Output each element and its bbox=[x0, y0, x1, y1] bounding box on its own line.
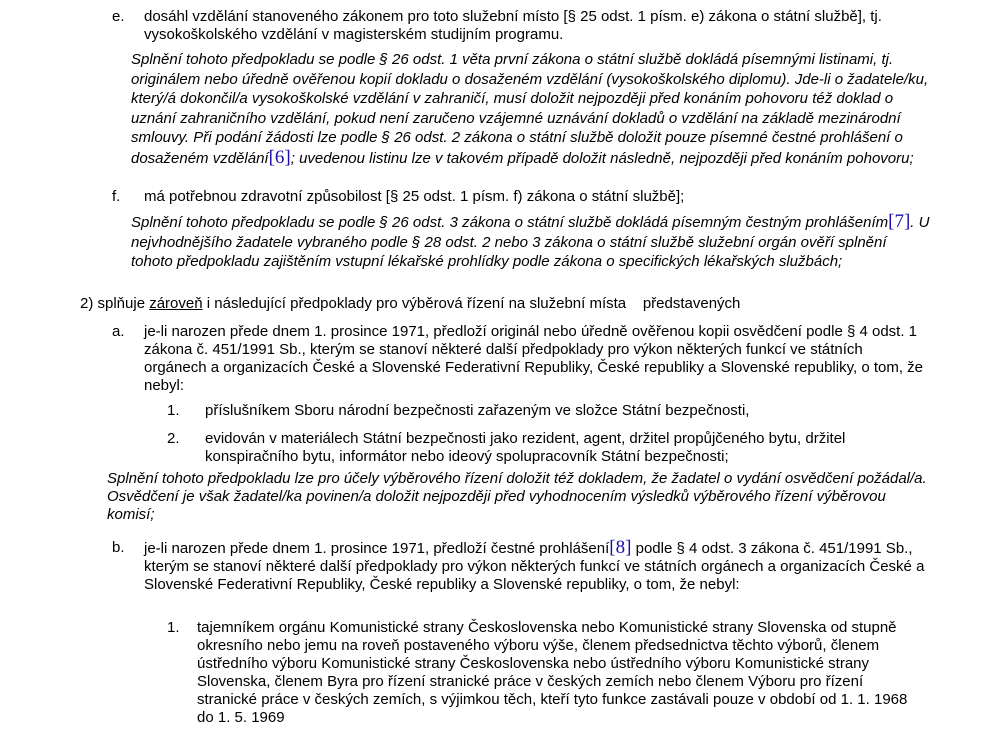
item-e-note-text-after: ; uvedenou listinu lze v takovém případě doložit následně, nejpozději před konáním pohovoru; bbox=[290, 149, 914, 167]
item-b-text-before: je-li narozen přede dnem 1. prosince 1971, předloží čestné prohlášení bbox=[144, 540, 610, 557]
item-f-note-text-after: . U nejvhodnějšího žadatele vybraného podle § 28 odst. 2 nebo 3 zákona o státní službě služební orgán ověří splnění tohoto předpokladu zajištěním vstupní lékařské prohlídky podle zákona o specifických lékařských službách; bbox=[131, 214, 930, 271]
item-e-text: dosáhl vzdělání stanoveného zákonem pro toto služební místo [§ 25 odst. 1 písm. e) zákona o státní službě], tj. vysokoškolského vzdělání v magisterském studijním programu. bbox=[144, 8, 882, 43]
section-2-heading bbox=[80, 295, 940, 313]
section-2-suffix: i následující předpoklady pro výběrová řízení na služební místa představených bbox=[202, 295, 741, 312]
item-f-note bbox=[131, 212, 931, 272]
footnote-7-link[interactable]: [7] bbox=[888, 211, 911, 232]
section-2-underlined: zároveň bbox=[149, 295, 203, 312]
item-b-label: b. bbox=[112, 539, 125, 556]
item-a-text: je-li narozen přede dnem 1. prosince 1971, předloží originál nebo úředně ověřenou kopii osvědčení podle § 4 odst. 1 zákona č. 451/1991 Sb., kterým se stanoví některé další předpoklady pro výkon některých funkcí ve státních orgánech a organizacích České a Slovenské Federativní Republiky, České republiky a Slovenské republiky, o tom, že nebyl: bbox=[144, 323, 924, 394]
footnote-6-link[interactable]: [6] bbox=[268, 146, 291, 168]
item-a-sub1-label: 1. bbox=[167, 402, 180, 419]
item-a-sub2-label: 2. bbox=[167, 430, 180, 447]
item-f-note-text: Splnění tohoto předpokladu se podle § 26 odst. 3 zákona o státní službě dokládá písemným čestným prohlášením bbox=[131, 214, 889, 231]
section-2-prefix: 2) splňuje bbox=[80, 295, 150, 312]
item-a-label: a. bbox=[112, 323, 125, 340]
item-e-label: e. bbox=[112, 8, 125, 25]
item-e-note-text: Splnění tohoto předpokladu se podle § 26 odst. 1 věta první zákona o státní službě dokládá písemnými listinami, tj. originálem nebo úředně ověřenou kopií dokladu o dosaženém vzdělání (vysokoškolského diplomu). Jde-li o žadatele/ku, který/á dokončil/a vysokoškolské vzdělání v zahraničí, musí doložit nejpozději před konáním pohovoru též doklad o uznání zahraničního vzdělání, pokud není zaručeno vzájemné uznávání dokladů o vzdělání na základě mezinárodní smlouvy. Při podání žádosti lze podle § 26 odst. 2 zákona o státní službě doložit pouze písemné čestné prohlášení o dosaženém vzdělání bbox=[131, 51, 929, 167]
item-e-note bbox=[131, 50, 931, 169]
item-a-sub2-text: evidován v materiálech Státní bezpečnosti jako rezident, agent, držitel propůjčeného bytu, držitel konspiračního bytu, informátor nebo ideový spolupracovník Státní bezpečnosti; bbox=[205, 430, 846, 465]
footnote-8-link[interactable]: [8] bbox=[609, 537, 632, 558]
item-b-text bbox=[144, 539, 929, 594]
item-f-label: f. bbox=[112, 188, 121, 205]
item-b-text-after: podle § 4 odst. 3 zákona č. 451/1991 Sb., kterým se stanoví některé další předpoklady pro výkon některých funkcí ve státních orgánech a organizacích České a Slovenské Federativní Republiky, České republiky a Slovenské republiky, o tom, že nebyl: bbox=[144, 540, 925, 593]
item-b-sub1-label: 1. bbox=[167, 619, 180, 636]
item-b-sub1-text: tajemníkem orgánu Komunistické strany Československa nebo Komunistické strany Slovenska od stupně okresního nebo jemu na roveň postaveného výboru výše, členem předsednictva těchto výborů, členem ústředního výboru Komunistické strany Československa nebo ústředního výboru Komunistické strany Slovenska, členem Byra pro řízení stranické práce v českých zemích nebo členem Výboru pro řízení stranické práce v českých zemích, s výjimkou těch, kteří tyto funkce zastávali pouze v období od 1. 1. 1968 do 1. 5. 1969 bbox=[197, 619, 908, 726]
item-a-sub1-text: příslušníkem Sboru národní bezpečnosti zařazeným ve složce Státní bezpečnosti, bbox=[205, 402, 750, 419]
item-f-text: má potřebnou zdravotní způsobilost [§ 25 odst. 1 písm. f) zákona o státní službě]; bbox=[144, 188, 685, 205]
item-a-note: Splnění tohoto předpokladu lze pro účely výběrového řízení doložit též dokladem, že žadatel o vydání osvědčení požádal/a. Osvědčení je však žadatel/ka povinen/a doložit nejpozději před vyhodnocením výsledků výběrového řízení výběrovou komisí; bbox=[107, 470, 927, 523]
